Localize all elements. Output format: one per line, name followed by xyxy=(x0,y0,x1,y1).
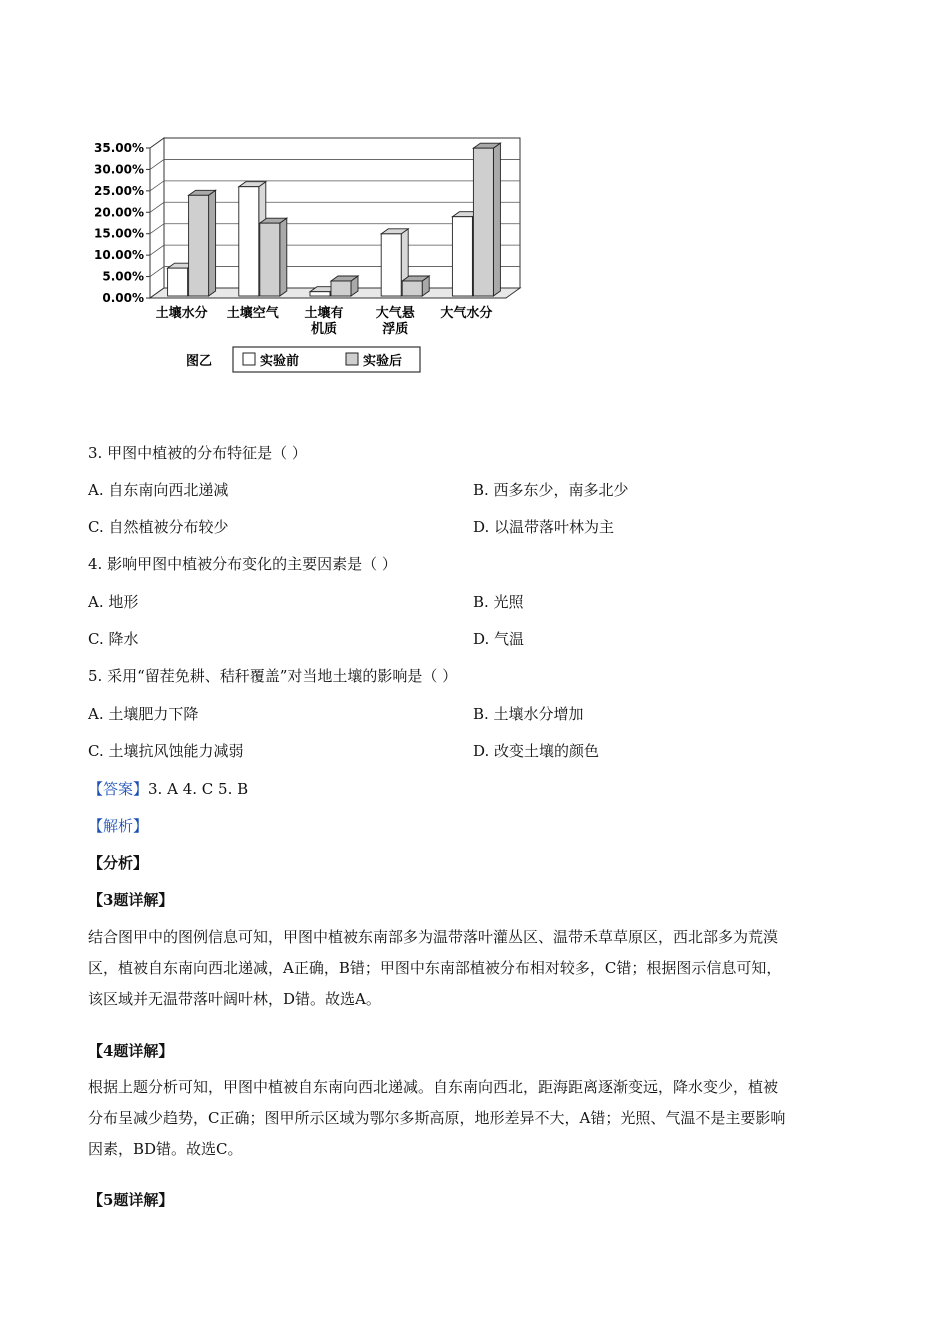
legend-label-before: 实验前 xyxy=(260,354,300,369)
detail-3-line: 区，植被自东南向西北递减，A正确，B错；甲图中东南部植被分布相对较多，C错；根据图示信息可知， xyxy=(88,959,782,977)
question-5-option-d: D. 改变土壤的颜色 xyxy=(473,742,600,760)
bar-chart xyxy=(88,100,528,390)
bar xyxy=(381,234,401,296)
question-3-option-b: B. 西多东少，南多北少 xyxy=(473,481,629,499)
question-3-option-a: A. 自东南向西北递减 xyxy=(88,481,229,499)
y-axis-ticks xyxy=(94,141,150,305)
bar-side xyxy=(209,190,216,296)
x-category-label: 土壤空气 xyxy=(226,306,279,321)
y-tick-label: 5.00% xyxy=(102,269,144,284)
bar xyxy=(310,292,330,296)
x-category-label: 大气水分 xyxy=(440,306,493,321)
y-tick-label: 35.00% xyxy=(94,141,144,155)
question-5-stem: 5. 采用“留茬免耕、秸秆覆盖”对当地土壤的影响是（ ） xyxy=(88,667,458,685)
question-3-option-d: D. 以温带落叶林为主 xyxy=(473,518,615,536)
analysis-label: 【解析】 xyxy=(88,817,149,835)
answer-line xyxy=(88,779,248,799)
detail-3-line: 结合图甲中的图例信息可知，甲图中植被东南部多为温带落叶灌丛区、温带禾草草原区，西北部多为荒漠 xyxy=(88,928,779,946)
question-5-option-a: A. 土壤肥力下降 xyxy=(88,705,199,723)
detail-3-line: 该区域并无温带落叶阔叶林，D错。故选A。 xyxy=(88,990,381,1008)
bar xyxy=(402,281,422,296)
x-category-label: 浮质 xyxy=(382,322,409,337)
question-4-option-b: B. 光照 xyxy=(473,593,524,611)
x-category-label: 机质 xyxy=(310,322,338,337)
x-category-label: 土壤有 xyxy=(304,306,344,321)
detail-4-title: 【4题详解】 xyxy=(88,1042,174,1060)
y-tick-label: 30.00% xyxy=(94,162,144,177)
question-5-option-c: C. 土壤抗风蚀能力减弱 xyxy=(88,742,244,760)
question-4-option-c: C. 降水 xyxy=(88,630,139,648)
legend-title: 图乙 xyxy=(186,354,213,369)
legend-swatch-after xyxy=(346,353,358,365)
detail-4-line: 因素，BD错。故选C。 xyxy=(88,1140,243,1158)
question-3-option-c: C. 自然植被分布较少 xyxy=(88,518,229,536)
question-4-option-a: A. 地形 xyxy=(88,593,139,611)
bar xyxy=(260,223,280,296)
bar xyxy=(473,148,493,296)
y-tick-label: 20.00% xyxy=(94,205,144,220)
bar xyxy=(168,268,188,296)
y-tick-label: 25.00% xyxy=(94,183,144,198)
question-4-stem: 4. 影响甲图中植被分布变化的主要因素是（ ） xyxy=(88,555,397,573)
answer-label: 【答案】 xyxy=(88,780,149,798)
question-5-option-b: B. 土壤水分增加 xyxy=(473,705,584,723)
detail-4-text xyxy=(88,1072,868,1165)
chart-side-wall xyxy=(150,138,164,298)
detail-3-title: 【3题详解】 xyxy=(88,891,174,909)
detail-4-line: 根据上题分析可知，甲图中植被自东南向西北递减。自东南向西北，距海距离逐渐变远，降水变少，植被 xyxy=(88,1078,779,1096)
bar xyxy=(239,187,259,296)
bar xyxy=(452,217,472,296)
bar-side xyxy=(280,218,287,296)
x-category-label: 土壤水分 xyxy=(155,306,208,321)
x-axis-categories xyxy=(156,305,493,337)
question-4-option-d: D. 气温 xyxy=(473,630,525,648)
y-tick-label: 0.00% xyxy=(102,291,144,305)
legend-swatch-before xyxy=(243,353,255,365)
detail-5-title: 【5题详解】 xyxy=(88,1191,174,1209)
y-tick-label: 10.00% xyxy=(94,248,144,263)
y-tick-label: 15.00% xyxy=(94,226,144,241)
chart-legend xyxy=(186,347,420,372)
detail-3-text xyxy=(88,922,868,1015)
answer-text: 3. A 4. C 5. B xyxy=(148,780,249,798)
x-category-label: 大气悬 xyxy=(375,306,415,321)
question-3-stem: 3. 甲图中植被的分布特征是（ ） xyxy=(88,444,307,462)
detail-4-line: 分布呈减少趋势，C正确；图甲所示区域为鄂尔多斯高原，地形差异不大，A错；光照、气温不是主要影响 xyxy=(88,1109,786,1127)
bar xyxy=(189,195,209,296)
bar xyxy=(331,281,351,296)
legend-label-after: 实验后 xyxy=(363,354,403,369)
fenxi-label: 【分析】 xyxy=(88,854,149,872)
bar-side xyxy=(493,143,500,296)
